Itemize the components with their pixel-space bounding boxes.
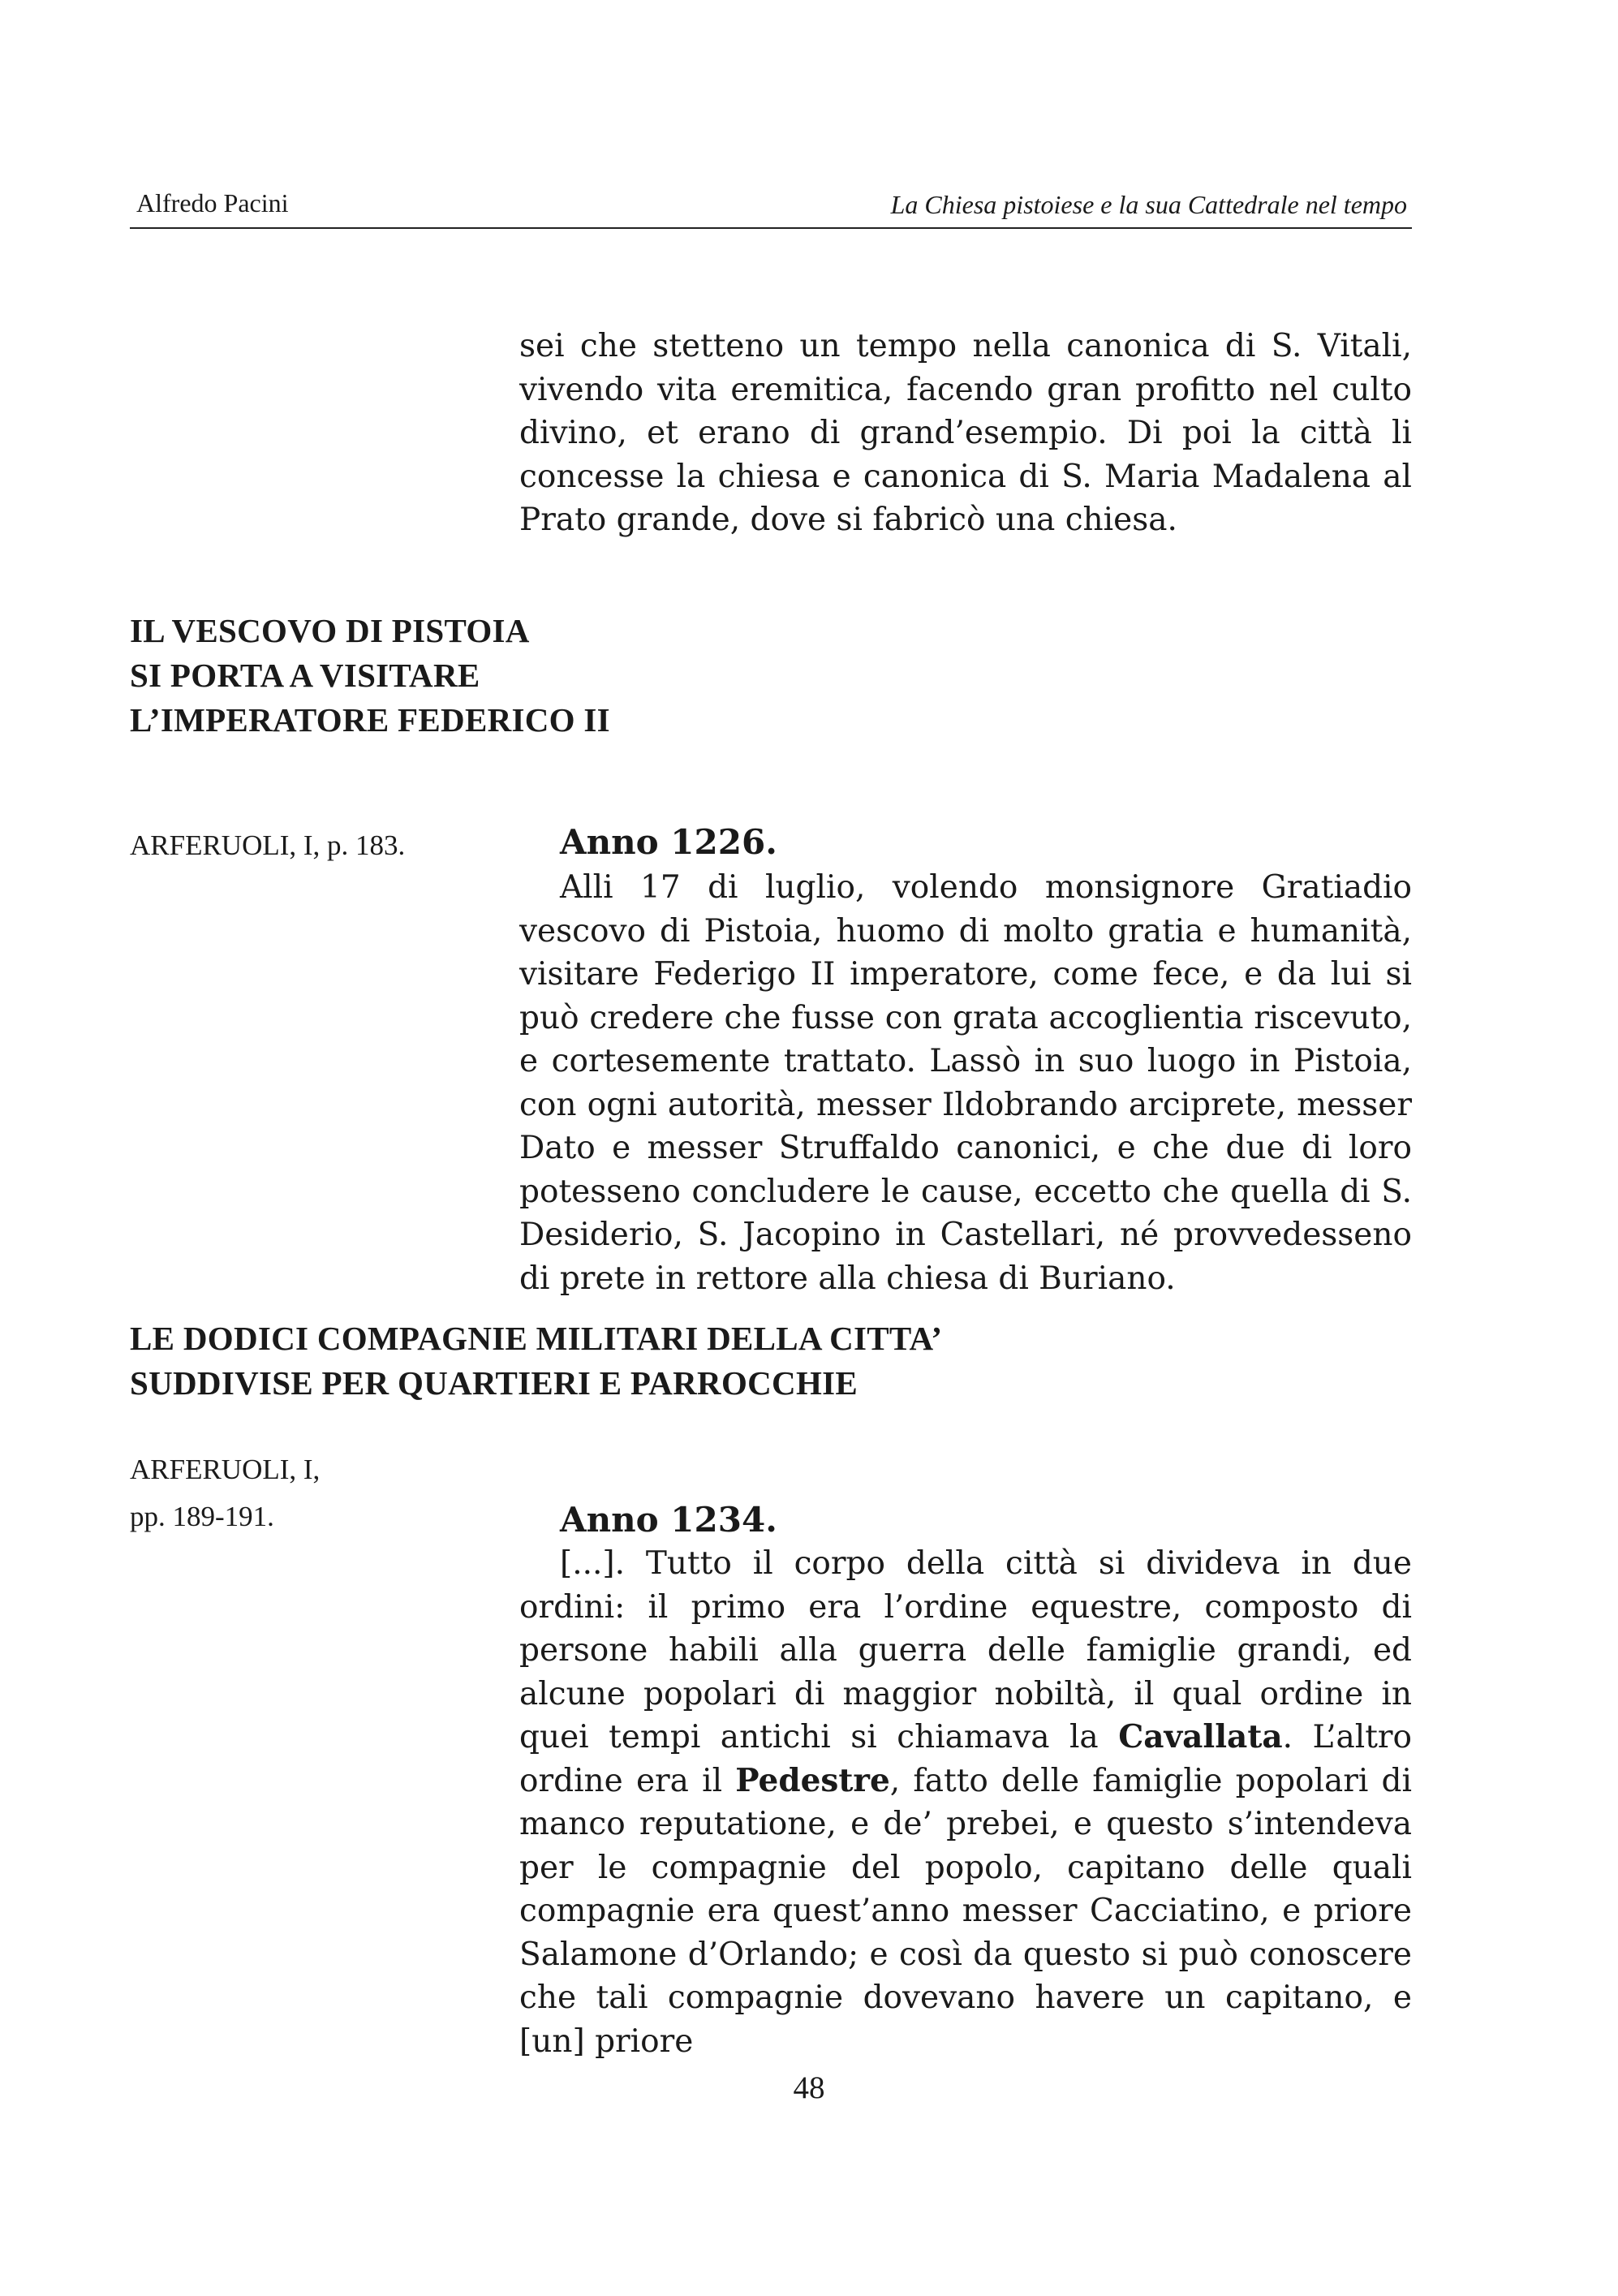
section1-year: Anno 1226. [560,822,777,862]
section2-source-reference [130,1446,320,1540]
section2-paragraph [519,1542,1412,2063]
section2-text-part3: , fatto delle famiglie popolari di manco reputatione, e de’ prebei, e questo s’intendeva per le compagnie del popolo, capitano delle quali compagnie era quest’anno messer Cacciatino, e priore Salamone d’Orlando; e così da questo si può conoscere che tali compagnie dovevano havere un capitano, e [un] priore [519,1762,1412,2060]
section2-year: Anno 1234. [560,1500,777,1540]
section1-heading-line: SI PORTA A VISITARE [130,657,480,694]
header-book-title: La Chiesa pistoiese e la sua Cattedrale nel tempo [890,190,1407,219]
section1-heading-line: L’IMPERATORE FEDERICO II [130,701,610,739]
running-header [130,185,1412,229]
term-pedestre: Pedestre [735,1761,890,1799]
section2-heading-line: LE DODICI COMPAGNIE MILITARI DELLA CITTA’ [130,1320,943,1357]
source-line: ARFERUOLI, I, p. 183. [130,829,406,861]
intro-paragraph: sei che stetteno un tempo nella canonica di S. Vitali, vivendo vita eremitica, facendo gran profitto nel culto divino, et erano di grand’esempio. Di poi la città li concesse la chiesa e canonica di S. Maria Madalena al Prato grande, dove si fabricò una chiesa. [519,328,1412,538]
section2-text-part2: . L’altro ordine era il [519,1719,1412,1799]
section2-heading-line: SUDDIVISE PER QUARTIERI E PARROCCHIE [130,1364,858,1402]
section1-paragraph: Alli 17 di luglio, volendo monsignore Gratiadio vescovo di Pistoia, huomo di molto gratia e humanità, visitare Federigo II imperatore, come fece, e da lui si può credere che fusse con grata accoglientia riscevuto, e cortesemente trattato. Lassò in suo luogo in Pistoia, con ogni autorità, messer Ildobrando arciprete, messer Dato e messer Struffaldo canonici, e che due di loro potesseno concludere le cause, eccetto che quella di S. Desiderio, S. Jacopino in Castellari, né provvedesseno di prete in rettore alla chiesa di Buriano. [519,869,1412,1297]
section1-heading-line: IL VESCOVO DI PISTOIA [130,612,530,649]
section2-text-part1: [...]. Tutto il corpo della città si divideva in due ordini: il primo era l’ordine equestre, composto di persone habili alla guerra delle famiglie grandi, ed alcune popolari di maggior nobiltà, il qual ordine in quei tempi antichi si chiamava la [519,1545,1412,1755]
term-cavallata: Cavallata [1118,1718,1283,1755]
section1-source-reference [130,822,405,869]
section1-heading [130,609,610,743]
source-line: pp. 189-191. [130,1501,274,1532]
source-line: ARFERUOLI, I, [130,1454,321,1485]
section2-heading [130,1316,942,1406]
page-number: 48 [793,2070,825,2105]
header-author: Alfredo Pacini [136,188,289,218]
